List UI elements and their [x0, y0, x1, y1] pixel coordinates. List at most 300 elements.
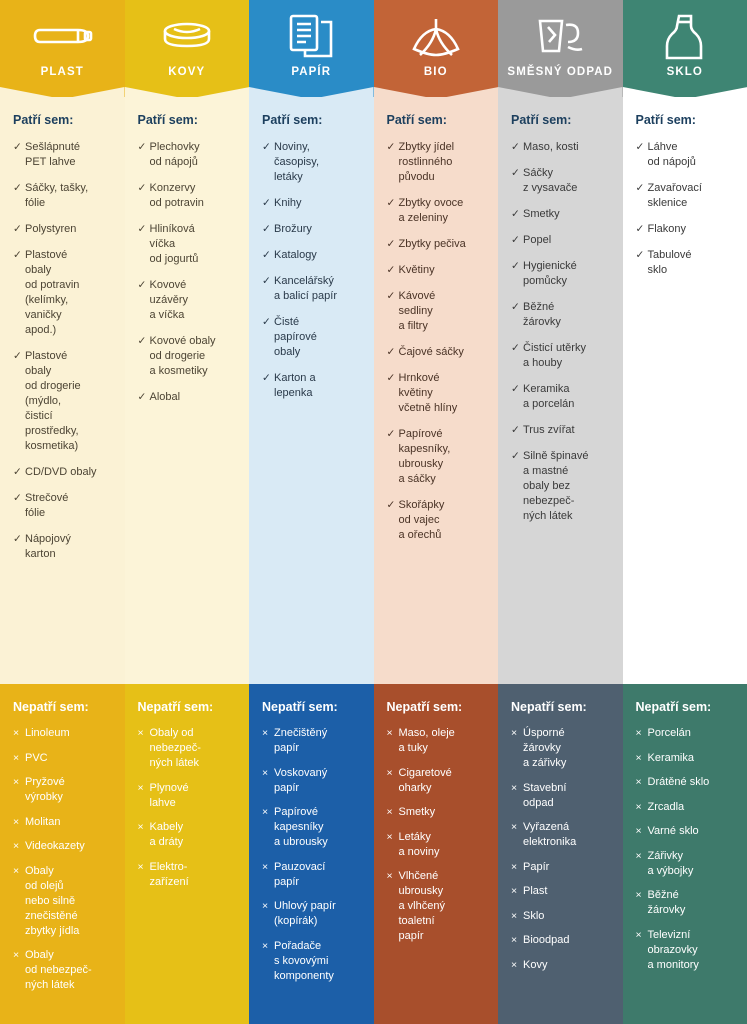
list-item-label: Kovy — [523, 958, 548, 971]
not-belongs-list — [387, 726, 486, 944]
list-item-label: Bioodpad — [523, 934, 570, 946]
list-item-label: Zrcadla — [647, 800, 685, 813]
not-belongs-section-bio — [374, 684, 499, 1024]
list-item — [387, 345, 486, 360]
list-item-label: Maso, oleje a tuky — [398, 727, 455, 754]
not-belongs-list — [13, 726, 112, 993]
list-item — [138, 181, 237, 211]
not-belongs-heading: Nepatří sem: — [262, 700, 338, 714]
list-item-label: Vyřazená elektronika — [523, 821, 577, 848]
category-column-bio — [374, 0, 499, 1024]
list-item — [13, 726, 112, 741]
header-arrow-notch — [623, 86, 747, 97]
list-item-label: Tabulové sklo — [647, 249, 692, 276]
check-icon: ✓ — [511, 342, 520, 354]
list-item — [13, 349, 112, 454]
list-item-label: Plechovky od nápojů — [149, 141, 200, 168]
cross-icon: × — [137, 781, 144, 794]
cross-icon: × — [137, 821, 144, 833]
list-item-label: Kovové uzávěry a víčka — [149, 279, 189, 321]
list-item — [387, 498, 486, 543]
belongs-heading: Patří sem: — [137, 113, 198, 127]
list-item-label: Kovové obaly od drogerie a kosmetiky — [149, 335, 216, 377]
cross-icon: × — [386, 870, 393, 882]
category-title: PAPÍR — [291, 66, 332, 78]
list-item-label: Porcelán — [647, 727, 691, 739]
cross-icon: × — [262, 727, 269, 739]
list-item — [511, 933, 610, 948]
list-item — [387, 371, 486, 416]
category-title: PLAST — [40, 66, 84, 78]
list-item-label: Znečištěný papír — [274, 727, 328, 754]
check-icon: ✓ — [386, 372, 396, 384]
belongs-section-bio — [374, 97, 499, 684]
not-belongs-list — [138, 726, 237, 890]
belongs-section-sklo — [623, 97, 747, 684]
list-item-label: Sešlápnuté PET lahve — [25, 141, 81, 168]
list-item-label: Sklo — [523, 909, 545, 922]
category-header-smesny — [498, 0, 623, 97]
list-item — [511, 884, 610, 899]
list-item — [511, 909, 610, 924]
check-icon: ✓ — [511, 141, 520, 153]
list-item — [636, 222, 735, 237]
list-item — [13, 815, 112, 830]
not-belongs-list — [636, 726, 735, 973]
list-item-label: Polystyren — [25, 223, 77, 235]
check-icon: ✓ — [137, 335, 147, 347]
paper-stack-icon — [287, 10, 335, 62]
list-item — [636, 775, 735, 790]
list-item-label: Plynové lahve — [149, 781, 189, 809]
cross-icon: × — [13, 949, 20, 961]
list-item — [511, 207, 610, 222]
cross-icon: × — [262, 860, 269, 873]
list-item — [262, 860, 361, 890]
check-icon: ✓ — [262, 141, 271, 153]
check-icon: ✓ — [262, 249, 271, 261]
not-belongs-heading: Nepatří sem: — [137, 700, 214, 714]
list-item-label: Hliníková víčka od jogurtů — [149, 223, 199, 265]
cross-icon: × — [511, 934, 518, 946]
list-item-label: Zbytky jídel rostlinného původu — [398, 141, 455, 183]
check-icon: ✓ — [635, 249, 645, 261]
list-item-label: Noviny, časopisy, letáky — [274, 141, 320, 183]
metal-can-icon — [158, 10, 216, 62]
list-item — [262, 222, 361, 237]
belongs-list — [511, 140, 610, 524]
check-icon: ✓ — [386, 264, 396, 276]
list-item — [511, 341, 610, 371]
list-item — [138, 222, 237, 267]
list-item — [636, 726, 735, 741]
not-belongs-heading: Nepatří sem: — [13, 700, 89, 714]
list-item-label: Čajové sáčky — [398, 346, 464, 358]
list-item — [387, 869, 486, 944]
belongs-heading: Patří sem: — [13, 113, 74, 127]
list-item-label: Silně špinavé a mastné obaly bez nebezpeč- ných látek — [523, 450, 589, 522]
list-item — [636, 849, 735, 879]
list-item — [636, 824, 735, 839]
list-item — [138, 278, 237, 323]
list-item-label: Smetky — [523, 208, 560, 220]
list-item — [262, 726, 361, 756]
list-item — [262, 766, 361, 796]
list-item — [262, 248, 361, 263]
list-item — [138, 726, 237, 771]
list-item-label: Cigaretové oharky — [398, 766, 452, 794]
list-item — [138, 334, 237, 379]
list-item-label: Konzervy od potravin — [149, 182, 204, 209]
cross-icon: × — [635, 928, 642, 941]
belongs-list — [13, 140, 112, 562]
cross-icon: × — [13, 815, 20, 828]
belongs-section-plast — [0, 97, 125, 684]
list-item — [387, 726, 486, 756]
list-item-label: Pryžové výrobky — [25, 776, 65, 803]
cross-icon: × — [511, 821, 518, 833]
check-icon: ✓ — [13, 223, 22, 235]
cross-icon: × — [13, 776, 20, 788]
cross-icon: × — [511, 860, 518, 873]
belongs-section-papir — [249, 97, 374, 684]
list-item-label: Elektro- zařízení — [149, 860, 189, 888]
list-item — [387, 766, 486, 796]
list-item — [511, 166, 610, 196]
category-column-kovy — [125, 0, 250, 1024]
check-icon: ✓ — [511, 424, 520, 436]
check-icon: ✓ — [386, 499, 396, 511]
list-item — [262, 315, 361, 360]
cross-icon: × — [13, 751, 20, 764]
list-item-label: Molitan — [25, 815, 61, 828]
check-icon: ✓ — [13, 182, 22, 194]
check-icon: ✓ — [13, 466, 22, 478]
check-icon: ✓ — [262, 372, 271, 384]
list-item-label: Vlhčené ubrousky a vlhčený toaletní papír — [398, 870, 445, 942]
list-item-label: Sáčky z vysavače — [523, 167, 578, 194]
list-item-label: Kancelářský a balicí papír — [274, 275, 337, 302]
list-item-label: Zavařovací sklenice — [647, 182, 702, 209]
header-arrow-notch — [498, 86, 623, 97]
list-item — [262, 939, 361, 984]
list-item-label: Maso, kosti — [523, 141, 579, 153]
broken-cup-icon — [532, 10, 588, 62]
list-item — [511, 449, 610, 524]
list-item-label: Běžné žárovky — [523, 301, 561, 328]
list-item — [13, 491, 112, 521]
not-belongs-section-smesny — [498, 684, 623, 1024]
belongs-list — [262, 140, 361, 401]
cross-icon: × — [262, 806, 269, 818]
cross-icon: × — [386, 766, 393, 779]
list-item-label: PVC — [25, 751, 48, 764]
category-header-papir — [249, 0, 374, 97]
list-item — [13, 864, 112, 939]
belongs-heading: Patří sem: — [511, 113, 572, 127]
cross-icon: × — [386, 806, 393, 818]
category-header-sklo — [623, 0, 747, 97]
list-item-label: Knihy — [274, 197, 302, 209]
cross-icon: × — [262, 939, 269, 952]
cross-icon: × — [511, 727, 518, 739]
cross-icon: × — [386, 727, 393, 739]
cross-icon: × — [635, 849, 642, 862]
check-icon: ✓ — [262, 275, 271, 287]
list-item-label: Smetky — [398, 806, 436, 818]
list-item-label: CD/DVD obaly — [25, 466, 97, 478]
list-item-label: Papír — [523, 860, 550, 873]
list-item-label: Obaly od olejů nebo silně znečistěné zbytky jídla — [25, 864, 80, 937]
cross-icon: × — [635, 800, 642, 813]
list-item-label: Čisté papírové obaly — [274, 316, 317, 358]
not-belongs-section-plast — [0, 684, 125, 1024]
list-item-label: Plastové obaly od potravin (kelímky, vaničky apod.) — [25, 249, 80, 336]
belongs-section-kovy — [125, 97, 250, 684]
not-belongs-heading: Nepatří sem: — [386, 700, 463, 714]
check-icon: ✓ — [137, 182, 147, 194]
list-item — [13, 140, 112, 170]
category-column-sklo — [623, 0, 747, 1024]
category-column-plast — [0, 0, 125, 1024]
list-item-label: Trus zvířat — [523, 424, 575, 436]
check-icon: ✓ — [511, 383, 520, 395]
cross-icon: × — [511, 781, 518, 794]
list-item-label: Sáčky, tašky, fólie — [25, 182, 89, 209]
list-item — [138, 390, 237, 405]
cross-icon: × — [511, 909, 518, 922]
list-item-label: Keramika a porcelán — [523, 383, 575, 410]
list-item-label: Voskovaný papír — [274, 766, 328, 794]
list-item — [13, 248, 112, 338]
check-icon: ✓ — [511, 208, 520, 220]
check-icon: ✓ — [13, 350, 22, 362]
list-item — [262, 371, 361, 401]
list-item — [138, 860, 237, 890]
list-item — [138, 140, 237, 170]
check-icon: ✓ — [13, 533, 22, 545]
list-item — [636, 888, 735, 918]
list-item — [387, 263, 486, 278]
cross-icon: × — [635, 776, 642, 788]
not-belongs-section-papir — [249, 684, 374, 1024]
category-header-bio — [374, 0, 499, 97]
list-item-label: Plast — [523, 885, 548, 897]
list-item — [262, 805, 361, 850]
category-header-kovy — [125, 0, 250, 97]
list-item — [511, 860, 610, 875]
cross-icon: × — [635, 825, 642, 837]
list-item-label: Zbytky ovoce a zeleniny — [398, 197, 464, 224]
cross-icon: × — [635, 727, 642, 739]
list-item — [138, 820, 237, 850]
list-item — [511, 726, 610, 771]
list-item-label: Hygienické pomůcky — [523, 260, 577, 287]
list-item-label: Hrnkové květiny včetně hlíny — [398, 372, 458, 414]
category-title: SMĚSNÝ ODPAD — [507, 66, 614, 78]
belongs-heading: Patří sem: — [386, 113, 447, 127]
not-belongs-heading: Nepatří sem: — [635, 700, 712, 714]
cross-icon: × — [13, 864, 20, 877]
list-item — [636, 248, 735, 278]
list-item — [138, 781, 237, 811]
list-item-label: Nápojový karton — [25, 533, 71, 560]
list-item-label: Plastové obaly od drogerie (mýdlo, čisticí prostředky, kosmetika) — [25, 350, 81, 452]
list-item-label: Brožury — [274, 223, 312, 235]
not-belongs-section-kovy — [125, 684, 250, 1024]
list-item-label: Kávové sedliny a filtry — [398, 290, 436, 332]
list-item-label: Videokazety — [25, 840, 85, 852]
list-item — [511, 781, 610, 811]
list-item-label: Pořadače s kovovými komponenty — [274, 939, 334, 982]
list-item — [636, 751, 735, 766]
belongs-list — [387, 140, 486, 543]
list-item-label: Uhlový papír (kopírák) — [274, 900, 336, 927]
list-item-label: Karton a lepenka — [274, 372, 316, 399]
list-item — [511, 423, 610, 438]
check-icon: ✓ — [511, 301, 520, 313]
list-item-label: Obaly od nebezpeč- ných látek — [149, 727, 201, 769]
not-belongs-list — [511, 726, 610, 973]
check-icon: ✓ — [635, 141, 645, 153]
list-item — [13, 465, 112, 480]
list-item — [262, 274, 361, 304]
list-item — [13, 222, 112, 237]
list-item-label: Keramika — [647, 751, 694, 764]
list-item — [387, 196, 486, 226]
category-column-smesny — [498, 0, 623, 1024]
cross-icon: × — [137, 860, 144, 873]
check-icon: ✓ — [262, 197, 271, 209]
check-icon: ✓ — [635, 182, 645, 194]
list-item — [511, 259, 610, 289]
list-item-label: Úsporné žárovky a zářivky — [523, 727, 567, 769]
check-icon: ✓ — [262, 316, 271, 328]
header-arrow-notch — [249, 86, 374, 97]
list-item — [511, 382, 610, 412]
check-icon: ✓ — [511, 167, 520, 179]
list-item-label: Skořápky od vajec a ořechů — [398, 499, 445, 541]
check-icon: ✓ — [137, 391, 147, 403]
cross-icon: × — [137, 727, 144, 739]
list-item-label: Kabely a dráty — [149, 821, 184, 848]
check-icon: ✓ — [386, 197, 396, 209]
check-icon: ✓ — [635, 223, 645, 235]
category-column-papir — [249, 0, 374, 1024]
list-item — [511, 958, 610, 973]
category-header-plast — [0, 0, 125, 97]
list-item-label: Běžné žárovky — [647, 889, 686, 916]
list-item — [387, 805, 486, 820]
cross-icon: × — [635, 751, 642, 764]
list-item — [387, 237, 486, 252]
list-item — [13, 775, 112, 805]
belongs-heading: Patří sem: — [635, 113, 696, 127]
cross-icon: × — [13, 840, 20, 852]
not-belongs-section-sklo — [623, 684, 747, 1024]
check-icon: ✓ — [386, 290, 396, 302]
list-item — [387, 427, 486, 487]
list-item-label: Varné sklo — [647, 825, 699, 837]
list-item-label: Květiny — [398, 264, 435, 276]
cross-icon: × — [635, 889, 642, 901]
cross-icon: × — [386, 830, 393, 843]
list-item-label: Čisticí utěrky a houby — [523, 342, 586, 369]
list-item — [511, 140, 610, 155]
list-item — [262, 196, 361, 211]
check-icon: ✓ — [262, 223, 271, 235]
list-item — [262, 140, 361, 185]
list-item-label: Stavební odpad — [523, 781, 567, 809]
cross-icon: × — [511, 885, 518, 897]
list-item — [387, 830, 486, 860]
category-title: KOVY — [168, 66, 206, 78]
check-icon: ✓ — [511, 450, 520, 462]
list-item-label: Zbytky pečiva — [398, 238, 466, 250]
category-title: BIO — [423, 66, 448, 78]
list-item — [511, 820, 610, 850]
belongs-heading: Patří sem: — [262, 113, 323, 127]
cross-icon: × — [13, 727, 20, 739]
list-item — [13, 839, 112, 854]
cross-icon: × — [262, 900, 269, 912]
list-item-label: Letáky a noviny — [398, 830, 440, 858]
belongs-list — [138, 140, 237, 405]
list-item-label: Papírové kapesníky a ubrousky — [274, 806, 328, 848]
list-item — [636, 140, 735, 170]
category-title: SKLO — [666, 66, 703, 78]
list-item-label: Obaly od nebezpeč- ných látek — [25, 949, 92, 991]
header-arrow-notch — [0, 86, 125, 97]
check-icon: ✓ — [137, 141, 147, 153]
check-icon: ✓ — [511, 260, 520, 272]
list-item-label: Papírové kapesníky, ubrousky a sáčky — [398, 428, 451, 485]
check-icon: ✓ — [386, 238, 396, 250]
not-belongs-list — [262, 726, 361, 984]
list-item-label: Strečové fólie — [25, 492, 69, 519]
plastic-bottle-icon — [30, 10, 94, 62]
check-icon: ✓ — [386, 428, 396, 440]
belongs-section-smesny — [498, 97, 623, 684]
list-item-label: Láhve od nápojů — [647, 141, 696, 168]
belongs-list — [636, 140, 735, 278]
check-icon: ✓ — [13, 249, 22, 261]
list-item-label: Flakony — [647, 223, 687, 235]
list-item — [511, 300, 610, 330]
list-item — [262, 899, 361, 929]
list-item-label: Linoleum — [25, 727, 70, 739]
cross-icon: × — [262, 766, 269, 779]
list-item — [387, 289, 486, 334]
check-icon: ✓ — [13, 492, 22, 504]
list-item — [636, 181, 735, 211]
glass-bottle-icon — [659, 10, 711, 62]
not-belongs-heading: Nepatří sem: — [511, 700, 587, 714]
list-item — [636, 928, 735, 973]
list-item-label: Televizní obrazovky a monitory — [647, 928, 699, 971]
list-item-label: Popel — [523, 234, 552, 246]
check-icon: ✓ — [386, 346, 396, 358]
list-item — [387, 140, 486, 185]
banana-peel-icon — [408, 10, 464, 62]
list-item — [636, 800, 735, 815]
list-item-label: Pauzovací papír — [274, 860, 326, 888]
list-item — [13, 532, 112, 562]
cross-icon: × — [511, 958, 518, 971]
check-icon: ✓ — [13, 141, 22, 153]
list-item — [511, 233, 610, 248]
list-item-label: Alobal — [149, 391, 181, 403]
